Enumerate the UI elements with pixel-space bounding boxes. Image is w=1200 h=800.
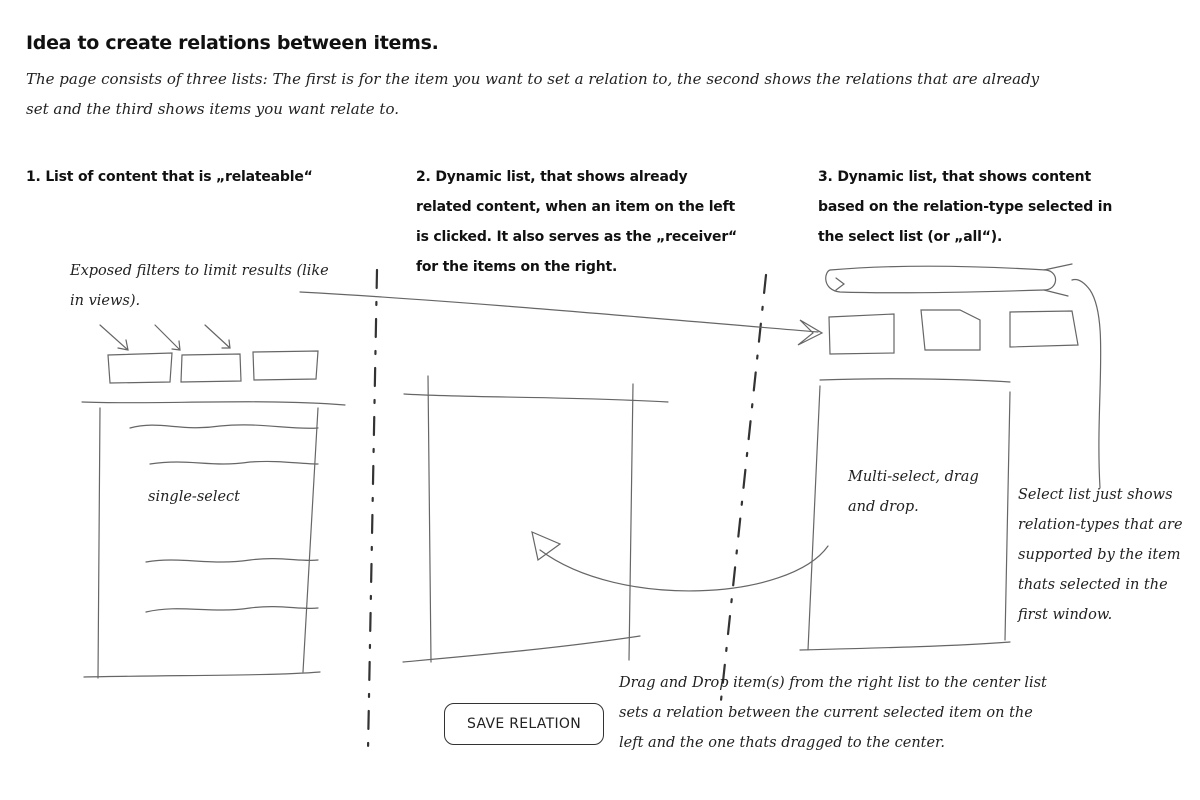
list-2-frame bbox=[428, 376, 633, 662]
list-3-bottom bbox=[800, 642, 1010, 650]
column-divider-left bbox=[368, 270, 377, 750]
select-handle bbox=[1044, 264, 1072, 296]
list-2-top bbox=[404, 394, 668, 402]
select-list-note: Select list just shows relation-types that are supported by the item thats selected in the first window. bbox=[1018, 487, 1183, 623]
list-1-item bbox=[130, 425, 318, 428]
list-1-item bbox=[150, 461, 318, 464]
intro-text: The page consists of three lists: The first is for the item you want to set a relation to, the second shows the relations that are already set and the third shows items you want relate to. bbox=[26, 70, 1040, 118]
filter-box-3 bbox=[253, 351, 318, 380]
list-1-frame bbox=[98, 408, 318, 678]
select-note-arrow bbox=[1072, 279, 1101, 488]
filters-arrow bbox=[300, 292, 818, 332]
relation-type-select bbox=[826, 266, 1056, 293]
list-3-top bbox=[820, 379, 1010, 382]
save-relation-button[interactable]: SAVE RELATION bbox=[444, 703, 604, 745]
column-divider-right bbox=[720, 275, 766, 710]
tab-box-1 bbox=[829, 314, 894, 354]
drag-arrow-head bbox=[532, 532, 560, 560]
drag-drop-note: Drag and Drop item(s) from the right list to the center list sets a relation between the current selected item on the left and the one thats dragged to the center. bbox=[619, 675, 1047, 751]
select-caret bbox=[836, 278, 844, 290]
filter-box-2 bbox=[181, 354, 241, 382]
list-1-item bbox=[146, 607, 318, 612]
list-2-bottom bbox=[403, 636, 640, 662]
column-1-heading: 1. List of content that is „relateable“ bbox=[26, 169, 313, 185]
single-select-note: single-select bbox=[148, 489, 241, 505]
tab-box-3 bbox=[1010, 311, 1078, 347]
drag-arrow bbox=[540, 546, 828, 591]
column-2-heading: 2. Dynamic list, that shows already related content, when an item on the left is clicked. It also serves as the „receiver“ for the items on the right. bbox=[416, 169, 738, 275]
filters-note: Exposed filters to limit results (like in views). bbox=[70, 263, 329, 309]
tab-box-2 bbox=[921, 310, 980, 350]
column-3-heading: 3. Dynamic list, that shows content based on the relation-type selected in the select list (or „all“). bbox=[818, 169, 1113, 245]
list-1-item bbox=[146, 559, 318, 562]
list-1-top bbox=[82, 402, 345, 405]
list-1-bottom bbox=[84, 672, 320, 677]
filter-box-1 bbox=[108, 353, 172, 383]
filter-arrows bbox=[100, 325, 230, 350]
page-title: Idea to create relations between items. bbox=[26, 32, 439, 54]
multi-select-note: Multi-select, drag and drop. bbox=[848, 469, 979, 515]
filters-arrow-head bbox=[798, 320, 822, 345]
